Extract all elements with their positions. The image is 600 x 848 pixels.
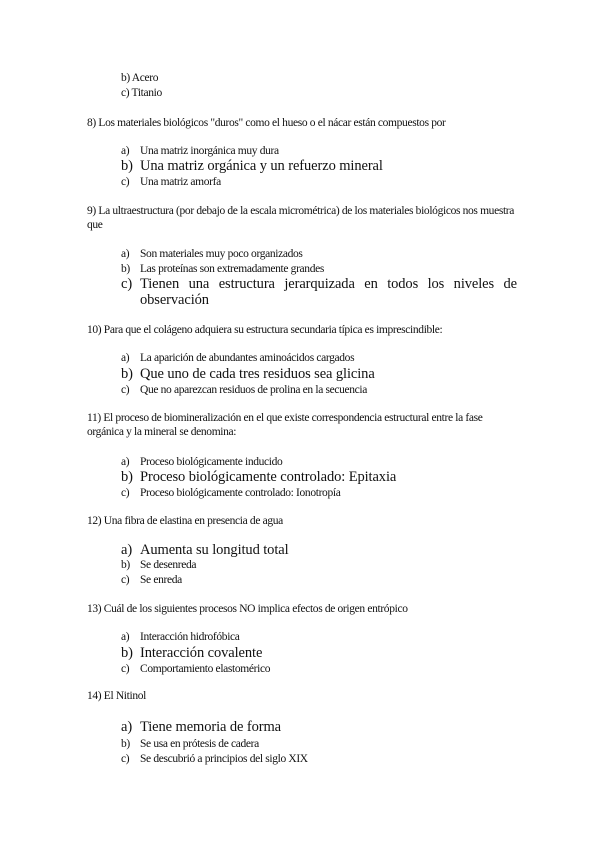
q13-option-c [121, 662, 270, 676]
option-label: b) [121, 559, 130, 571]
q14-option-c [121, 752, 308, 766]
option-text: La aparición de abundantes aminoácidos cargados [140, 352, 355, 364]
q13-option-a [121, 630, 240, 644]
option-text: Son materiales muy poco organizados [140, 248, 303, 260]
option-label: c) [121, 663, 130, 675]
question-9: 9) La ultraestructura (por debajo de la escala micrométrica) de los materiales biológicos nos muestra que [87, 205, 515, 231]
q11-option-a [121, 455, 282, 469]
option-label: a) [121, 456, 130, 468]
question-8: 8) Los materiales biológicos "duros" como el hueso o el nácar están compuestos por [87, 117, 446, 129]
option-text: Una matriz orgánica y un refuerzo mineral [140, 158, 383, 174]
q12-option-c [121, 573, 182, 587]
option-label: b) [121, 366, 133, 382]
option-label: b) [121, 738, 130, 750]
option-text: Proceso biológicamente controlado: Epitaxia [140, 469, 397, 485]
option-c-titanio: c) Titanio [121, 87, 162, 99]
option-text: Aumenta su longitud total [140, 542, 289, 558]
q10-option-a [121, 351, 354, 365]
option-text: Comportamiento elastomérico [140, 663, 271, 675]
q8-option-b [121, 158, 383, 174]
q10-option-c [121, 383, 367, 397]
q12-option-b [121, 558, 196, 572]
option-label: a) [121, 542, 133, 558]
q11-option-b [121, 469, 396, 485]
option-label: b) [121, 645, 133, 661]
question-12: 12) Una fibra de elastina en presencia de agua [87, 515, 283, 527]
option-text: Interacción covalente [140, 645, 263, 661]
question-10: 10) Para que el colágeno adquiera su estructura secundaria típica es imprescindible: [87, 324, 443, 336]
option-text: Tienen una estructura jerarquizada en todos los niveles de observación [140, 276, 517, 308]
option-text: Una matriz inorgánica muy dura [140, 145, 279, 157]
option-text: Que no aparezcan residuos de prolina en la secuencia [140, 384, 368, 396]
q11-option-c [121, 486, 340, 500]
option-text: Interacción hidrofóbica [140, 631, 240, 643]
option-label: b) [121, 263, 130, 275]
option-text: Tiene memoria de forma [140, 719, 282, 735]
option-text: Las proteínas son extremadamente grandes [140, 263, 324, 275]
option-text: Se descubrió a principios del siglo XIX [140, 753, 308, 765]
option-label: c) [121, 487, 130, 499]
option-label: a) [121, 248, 130, 260]
q12-option-a [121, 542, 289, 558]
option-text: Se desenreda [140, 559, 197, 571]
option-label: a) [121, 145, 130, 157]
option-label: a) [121, 719, 133, 735]
option-text: Una matriz amorfa [140, 176, 221, 188]
option-label: c) [121, 574, 130, 586]
question-11: 11) El proceso de biomineralización en el que existe correspondencia estructural entre la fase orgánica y la mineral se denomina: [87, 412, 483, 438]
option-label: c) [121, 384, 130, 396]
question-14: 14) El Nitinol [87, 690, 146, 702]
option-label: a) [121, 352, 130, 364]
option-b-acero: b) Acero [121, 72, 159, 84]
q8-option-c [121, 175, 221, 189]
option-text: Proceso biológicamente inducido [140, 456, 283, 468]
q9-option-b [121, 262, 324, 276]
option-label: c) [121, 176, 130, 188]
option-text: Proceso biológicamente controlado: Ionotropía [140, 487, 341, 499]
option-label: b) [121, 158, 133, 174]
option-label: a) [121, 631, 130, 643]
question-13: 13) Cuál de los siguientes procesos NO implica efectos de origen entrópico [87, 603, 408, 615]
q13-option-b [121, 645, 262, 661]
option-label: c) [121, 276, 133, 292]
option-label: c) [121, 753, 130, 765]
option-text: Se enreda [140, 574, 182, 586]
q9-option-a [121, 247, 303, 261]
q10-option-b [121, 366, 375, 382]
option-text: Que uno de cada tres residuos sea glicina [140, 366, 375, 382]
q14-option-a [121, 719, 281, 735]
q9-option-c [121, 276, 517, 308]
option-label: b) [121, 469, 133, 485]
q8-option-a [121, 144, 279, 158]
q14-option-b [121, 737, 259, 751]
option-text: Se usa en prótesis de cadera [140, 738, 259, 750]
